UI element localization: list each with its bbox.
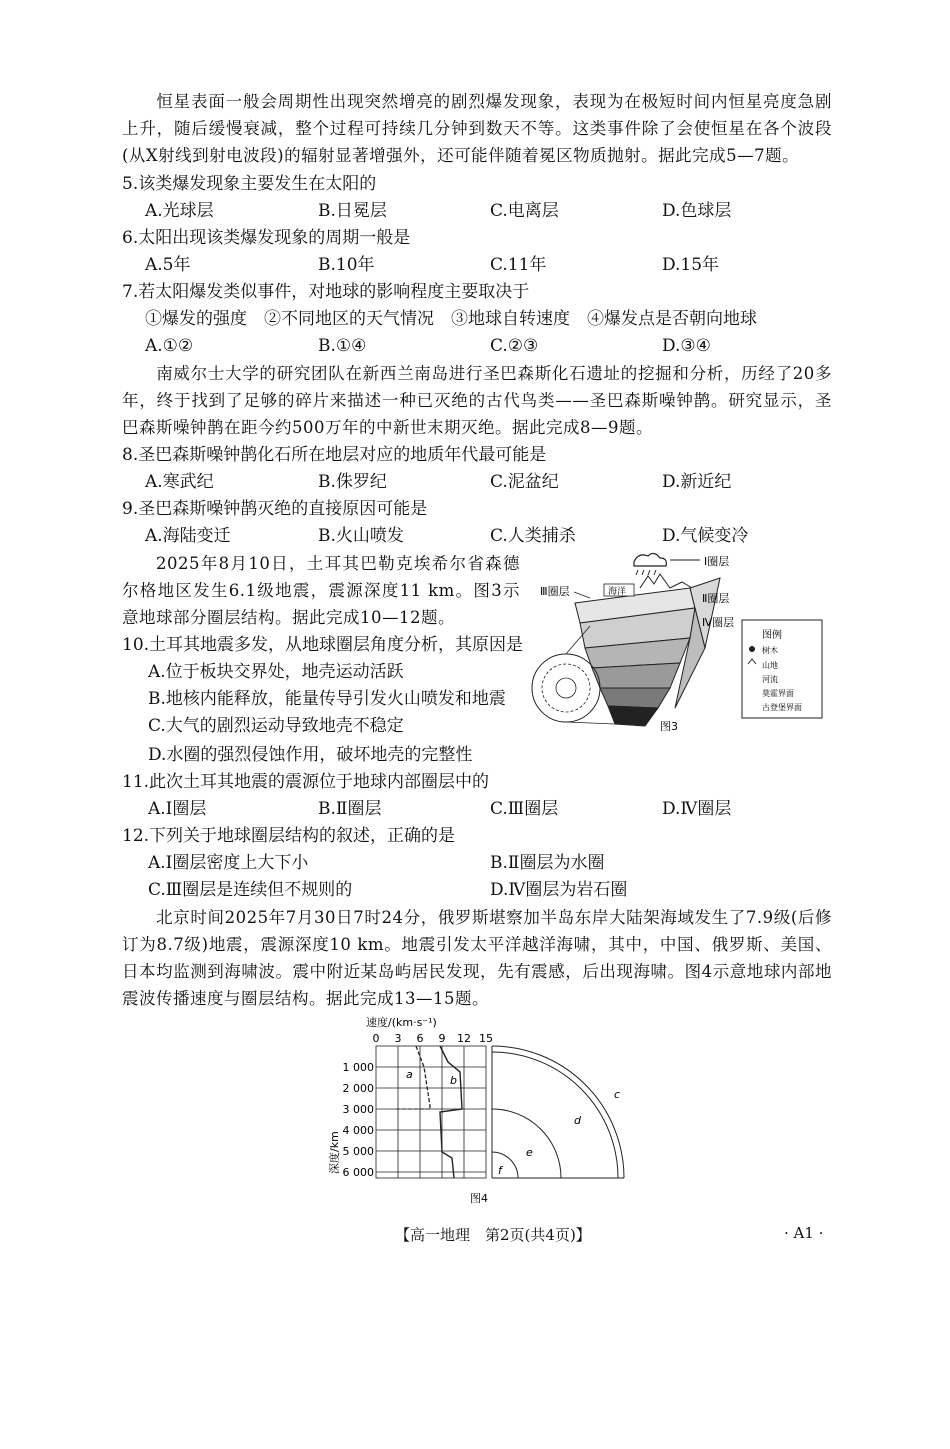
- curve-b-label: b: [450, 1074, 457, 1087]
- xtick-9: 9: [438, 1032, 446, 1045]
- xtick-0: 0: [372, 1032, 380, 1045]
- ytick-3000: 3 000: [342, 1103, 374, 1116]
- q9-option-b: B.火山喷发: [318, 526, 404, 546]
- q8-option-d: D.新近纪: [662, 472, 732, 492]
- fig4-ylabel: 深度/km: [328, 1131, 341, 1174]
- ytick-4000: 4 000: [342, 1124, 374, 1137]
- passage-10-12: 2025年8月10日，土耳其巴勒克埃希尔省森德尔格地区发生6.1级地震，震源深度11 km。图3示意地球部分圈层结构。据此完成10—12题。: [122, 554, 520, 627]
- figure-3-caption: 图3: [660, 720, 678, 733]
- q5-option-b: B.日冕层: [318, 201, 387, 221]
- label-f: f: [498, 1164, 502, 1177]
- q7-items: ①爆发的强度 ②不同地区的天气情况 ③地球自转速度 ④爆发点是否朝向地球: [145, 309, 757, 329]
- xtick-12: 12: [457, 1032, 471, 1045]
- q12-option-a: A.Ⅰ圈层密度上大下小: [148, 853, 309, 873]
- xtick-6: 6: [416, 1032, 424, 1045]
- passage-8-9: 南威尔士大学的研究团队在新西兰南岛进行圣巴森斯化石遗址的挖掘和分析，历经了20多年，终于找到了足够的碎片来描述一种已灭绝的古代鸟类——圣巴森斯噪钟鹊。研究显示，圣巴森斯噪钟鹊在距今约500万年的中新世末期灭绝。据此完成8—9题。: [122, 364, 832, 437]
- q7-option-c: C.②③: [490, 336, 539, 356]
- q9-option-a: A.海陆变迁: [145, 526, 231, 546]
- cloud-rain-icon: [634, 553, 666, 575]
- label-sphere-ii: Ⅱ圈层: [702, 592, 730, 605]
- figure-4-caption: 图4: [470, 1192, 488, 1205]
- fig4-grid: [376, 1046, 486, 1178]
- q8-option-c: C.泥盆纪: [490, 472, 559, 492]
- curve-a-line: [416, 1046, 430, 1109]
- label-sphere-i: Ⅰ圈层: [704, 555, 730, 568]
- question-5: 5.该类爆发现象主要发生在太阳的: [122, 174, 377, 194]
- q7-option-b: B.①④: [318, 336, 367, 356]
- label-e: e: [526, 1146, 533, 1159]
- figure-4-seismic-waves: [320, 1012, 650, 1212]
- q12-option-d: D.Ⅳ圈层为岩石圈: [490, 880, 628, 900]
- label-d: d: [574, 1114, 581, 1127]
- label-sphere-iv: Ⅳ圈层: [702, 616, 735, 629]
- legend-river: 河流: [762, 675, 778, 684]
- legend-title: 图例: [762, 630, 782, 641]
- ytick-2000: 2 000: [342, 1082, 374, 1095]
- q6-option-b: B.10年: [318, 255, 375, 275]
- legend-moho: 莫霍界面: [762, 689, 794, 698]
- q8-option-a: A.寒武纪: [145, 472, 214, 492]
- label-c: c: [614, 1088, 621, 1101]
- q10-option-c: C.大气的剧烈运动导致地壳不稳定: [148, 716, 404, 736]
- curve-a-label: a: [406, 1068, 413, 1081]
- legend-gutenberg: 古登堡界面: [762, 703, 802, 712]
- xtick-15: 15: [479, 1032, 493, 1045]
- q10-option-b: B.地核内能释放，能量传导引发火山喷发和地震: [148, 689, 506, 709]
- ytick-6000: 6 000: [342, 1166, 374, 1179]
- legend-mountain: 山地: [762, 661, 778, 670]
- question-11: 11.此次土耳其地震的震源位于地球内部圈层中的: [122, 772, 490, 792]
- q7-option-a: A.①②: [145, 336, 194, 356]
- label-sphere-iii: Ⅲ圈层: [540, 585, 570, 598]
- q6-option-c: C.11年: [490, 255, 547, 275]
- question-6: 6.太阳出现该类爆发现象的周期一般是: [122, 228, 411, 248]
- figure-3-legend: [742, 620, 822, 718]
- question-8: 8.圣巴森斯噪钟鹊化石所在地层对应的地质年代最可能是: [122, 445, 547, 465]
- q5-option-d: D.色球层: [662, 201, 732, 221]
- q9-option-c: C.人类捕杀: [490, 526, 576, 546]
- q12-option-c: C.Ⅲ圈层是连续但不规则的: [148, 880, 353, 900]
- question-12: 12.下列关于地球圈层结构的叙述，正确的是: [122, 826, 456, 846]
- question-9: 9.圣巴森斯噪钟鹊灭绝的直接原因可能是: [122, 499, 428, 519]
- passage-5-7: 恒星表面一般会周期性出现突然增亮的剧烈爆发现象，表现为在极短时间内恒星亮度急剧上升，随后缓慢衰减，整个过程可持续几分钟到数天不等。这类事件除了会使恒星在各个波段(从X射线到射电波段)的辐射显著增强外，还可能伴随着冕区物质抛射。据此完成5—7题。: [122, 92, 832, 165]
- footer-page-info: 【高一地理 第2页(共4页)】: [395, 1226, 591, 1244]
- q11-option-a: A.Ⅰ圈层: [148, 799, 207, 819]
- label-ocean: 海洋: [608, 587, 627, 597]
- question-7: 7.若太阳爆发类似事件，对地球的影响程度主要取决于: [122, 282, 530, 302]
- q12-option-b: B.Ⅱ圈层为水圈: [490, 853, 605, 873]
- figure-3-earth-spheres: [530, 548, 830, 748]
- q11-option-b: B.Ⅱ圈层: [318, 799, 382, 819]
- fig4-xlabel: 速度/(km·s⁻¹): [366, 1016, 437, 1029]
- fig4-earth-quarter: [492, 1046, 624, 1178]
- q6-option-a: A.5年: [145, 255, 191, 275]
- q7-option-d: D.③④: [662, 336, 711, 356]
- q6-option-d: D.15年: [662, 255, 720, 275]
- q5-option-a: A.光球层: [145, 201, 214, 221]
- q10-option-a: A.位于板块交界处，地壳运动活跃: [148, 662, 404, 682]
- passage-13-15: 北京时间2025年7月30日7时24分，俄罗斯堪察加半岛东岸大陆架海域发生了7.9级(后修订为8.7级)地震，震源深度10 km。地震引发太平洋越洋海啸，其中，中国、俄罗斯、美国、日本均监测到海啸波。震中附近某岛屿居民发现，先有震感，后出现海啸。图4示意地球内部地震波传播速度与圈层结构。据此完成13—15题。: [122, 908, 832, 1008]
- curve-b-line: [440, 1046, 462, 1178]
- question-10: 10.土耳其地震多发，从地球圈层角度分析，其原因是: [122, 635, 524, 655]
- q11-option-c: C.Ⅲ圈层: [490, 799, 559, 819]
- q11-option-d: D.Ⅳ圈层: [662, 799, 732, 819]
- footer-code: · A1 ·: [784, 1224, 824, 1242]
- q9-option-d: D.气候变冷: [662, 526, 749, 546]
- ytick-5000: 5 000: [342, 1145, 374, 1158]
- q8-option-b: B.侏罗纪: [318, 472, 387, 492]
- ytick-1000: 1 000: [342, 1061, 374, 1074]
- xtick-3: 3: [394, 1032, 402, 1045]
- q5-option-c: C.电离层: [490, 201, 559, 221]
- legend-tree: 树木: [762, 646, 778, 655]
- tree-icon: [749, 646, 755, 652]
- q10-option-d: D.水圈的强烈侵蚀作用，破坏地壳的完整性: [148, 745, 473, 765]
